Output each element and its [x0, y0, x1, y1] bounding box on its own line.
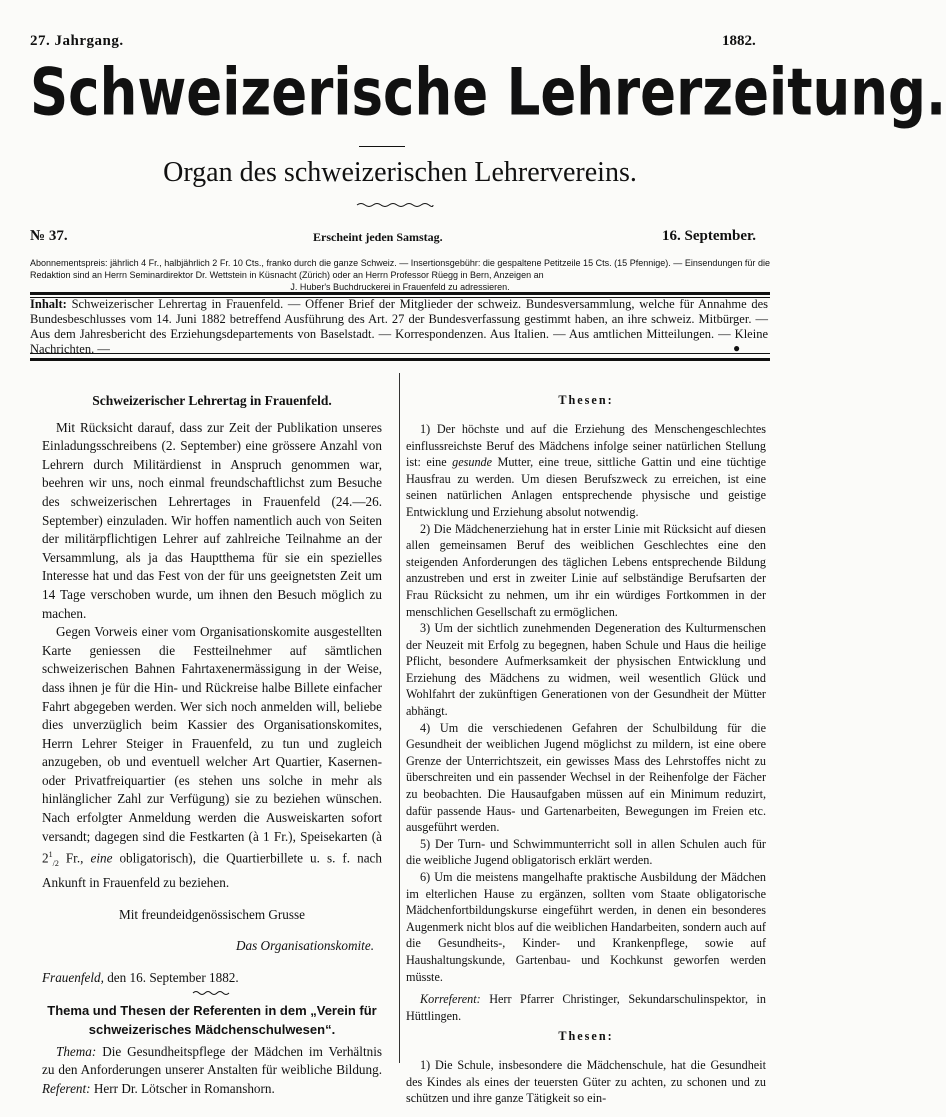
- info-line-3: J. Huber's Buchdruckerei in Frauenfeld zu adressieren.: [290, 282, 510, 292]
- masthead-title: Schweizerische Lehrerzeitung.: [30, 56, 946, 131]
- subscription-info: [30, 257, 770, 293]
- left-column: [42, 392, 382, 1099]
- these-3: 3) Um der sichtlich zunehmenden Degeneration des Kulturmenschen der Neuzeit mit Erfolg zu begegnen, haben Schule und Haus die heilige Pflicht, besondere Aufmerksamkeit der physischen Entwicklung und Erziehung des Mädchens zu widmen, weil wesentlich Glück und Wohlfahrt der zukünftigen Generationen von der Gesundheit der Mütter abhängt.: [406, 621, 766, 719]
- article-paragraph-2: Gegen Vorweis einer vom Organisationskomite ausgestellten Karte geniessen die Festteilnehmer auf sämtlichen schweizerischen Bahnen Fahrtaxenermässigung in der Weise, dass ihnen je für die Hin- und Rückreise halbe Billete einfacher Fahrt abgegeben werden. Wer sich noch anmelden will, beliebe dies unverzüglich beim Kassier des Organisationskomites, Herrn Lehrer Steiger in Frauenfeld, zu tun und zugleich anzugeben, ob und eventuell welcher Art Quartier, Kasernen- oder Privatfreiquartier (es stehen uns solche in mehr als hinlänglicher Zahl zur Verfügung) sie zu beziehen wünschen. Nach erfolgter Anmeldung werden die Ausweiskarten sofort versandt; dagegen sind die Festkarten (à 1 Fr.), Speisekarten (à $2^1_{/2}$ Fr., eine obligatorisch), die Quartierbillete u. s. f. nach Ankunft in Frauenfeld zu beziehen.: [42, 624, 383, 890]
- these-4: 4) Um die verschiedenen Gefahren der Schulbildung für die Gesundheit der weiblichen Jugend möglichst zu mildern, ist eine obere Grenze der Unterrichtszeit, ein gewisses Mass des Lehrstoffes nicht zu überschreiten und ein passender Wechsel in der Reihenfolge der Fächer zu beobachten. Die Hausaufgaben müssen auf ein Minimum reduzirt, dafür passende Haus- und Gartenarbeiten, Bewegungen im Freien etc. ausgeführt werden.: [406, 720, 766, 835]
- thesen-heading-2: Thesen:: [558, 1029, 614, 1044]
- rule-top-thick: [30, 292, 770, 295]
- greeting: Mit freundeidgenössischem Grusse: [118, 906, 306, 922]
- volume-label: 27. Jahrgang.: [30, 33, 124, 49]
- publication-frequency: Erscheint jeden Samstag.: [313, 230, 443, 244]
- article-heading: Schweizerischer Lehrertag in Frauenfeld.: [92, 393, 332, 408]
- info-line-1: Abonnementspreis: jährlich 4 Fr., halbjährlich 2 Fr. 10 Cts., franko durch die ganze Schweiz. — Insertionsgebühr: die gespaltene Petitzeile 15 Cts. (15 Pfennige). —: [30, 258, 683, 268]
- these-2: 2) Die Mädchenerziehung hat in erster Linie mit Rücksicht auf diesen allen gemeinsamen Beruf des weiblichen Geschlechtes eine den steigenden Anforderungen des täglichen Lebens entsprechende Bildung anzustreben und erst in zweiter Linie auf selbständige Berufsarten der Frau Rücksicht zu nehmen, um ihr ein würdiges Fortkommen in der menschlichen Gesellschaft zu ermöglichen.: [406, 521, 766, 619]
- toc-text: Schweizerischer Lehrertag in Frauenfeld. — Offener Brief der Mitglieder der schweiz. Bundesversammlung, welche für Annahme des Bundesbeschlusses vom 14. Juni 1882 betreffend Ausführung des Art. 27 der Bundesverfassung gestimmt haben, an ihre schweiz. Mitbürger. — Aus dem Jahresbericht des Erziehungsdepartements von Baselstadt. — Korrespondenzen. Aus Italien. — Aus amtlichen Mitteilungen. — Kleine Nachrichten. —: [30, 297, 768, 356]
- these-5: 5) Der Turn- und Schwimmunterricht soll in allen Schulen auch für die weibliche Jugend obligatorisch erklärt werden.: [406, 836, 766, 868]
- ornament-divider-icon: [355, 201, 435, 209]
- korreferent: Korreferent: Herr Pfarrer Christinger, Sekundarschulinspektor, in Hüttlingen.: [406, 992, 766, 1023]
- ornament-small-icon: [192, 990, 232, 996]
- thema-paragraph: Thema: Die Gesundheitspflege der Mädchen im Verhältnis zu den Anforderungen unserer Anstalten für weibliche Bildung. Referent: Herr Dr. Lötscher in Romanshorn.: [42, 1043, 382, 1096]
- column-divider: [399, 373, 400, 1063]
- issue-date: 16. September.: [662, 228, 757, 244]
- info-line-2: Einsendungen für die Redaktion sind an Herrn Seminardirektor Dr. Wettstein in Küsnacht (Zürich) oder an Herrn Professor Rüegg in Bern, Anzeigen an: [30, 258, 770, 280]
- signature-committee: Das Organisationskomite.: [236, 938, 374, 954]
- rule-mid-thin: [30, 353, 770, 354]
- year-label: 1882.: [722, 33, 756, 49]
- table-of-contents: [30, 297, 768, 357]
- subtitle: Organ des schweizerischen Lehrervereins.: [163, 157, 637, 188]
- these-1: 1) Der höchste und auf die Erziehung des Menschengeschlechtes einflussreichste Beruf des Mädchens infolge seiner natürlichen Stellung ist: eine gesunde Mutter, eine treue, sittliche Gattin und eine tüchtige Hausfrau zu werden. Um diesen Berufszweck zu erreichen, ist eine seinen natürlichen Anlagen entsprechende physische und geistige Entwicklung und Erziehung absolut notwendig.: [406, 421, 766, 519]
- korreferent-these-1: 1) Die Schule, insbesondere die Mädchenschule, hat die Gesundheit des Kindes als eines der teuersten Güter zu achten, zu schonen und zu schützen und ihre ganze Tätigkeit so ein-: [406, 1058, 766, 1106]
- toc-label: Inhalt:: [30, 297, 67, 311]
- article-paragraph-1: Mit Rücksicht darauf, dass zur Zeit der Publikation unseres Einladungsschreibens (2. September) eine grössere Anzahl von Lehrern durch Militärdienst in Anspruch genommen war, beehren wir uns, noch einmal freundschaftlichst zum Besuche des schweizerischen Lehrertages in Frauenfeld (24.—26. September) einzuladen. Wir hoffen namentlich auch von Seiten der militärpflichtigen Lehrer auf zahlreiche Teilnahme an der Versammlung, als ja das Hauptthema für sie ein spezielles Interesse hat und das Fest von der für uns geeignetsten Zeit um 14 Tage verschoben wurde, um ihnen den Besuch möglich zu machen.: [42, 419, 382, 621]
- thesen-heading: Thesen:: [558, 393, 614, 408]
- title-divider: [359, 146, 405, 147]
- section-heading-thesen: Thema und Thesen der Referenten in dem „Verein für schweizerisches Mädchenschulwesen“.: [47, 1002, 377, 1037]
- issue-number: № 37.: [30, 228, 68, 244]
- these-6: 6) Um die meistens mangelhafte praktische Ausbildung der Mädchen im elterlichen Hause zu ergänzen, sollten vom Staate obligatorische Mädchenfortbildungskurse eingeführt werden, in denen ein besonderes Augenmerk nicht blos auf die weiblichen Handarbeiten, sondern auch auf die Gesundheits-, Kinder- und Krankenpflege, sowie auf Haushaltungskunde, Gartenbau- und Kochkunst geworfen werden müsste.: [406, 870, 766, 984]
- place-date: Frauenfeld, den 16. September 1882.: [42, 970, 239, 986]
- rule-mid-thick: [30, 358, 770, 361]
- right-column: [406, 380, 766, 1107]
- ink-dot-icon: ●: [733, 341, 741, 355]
